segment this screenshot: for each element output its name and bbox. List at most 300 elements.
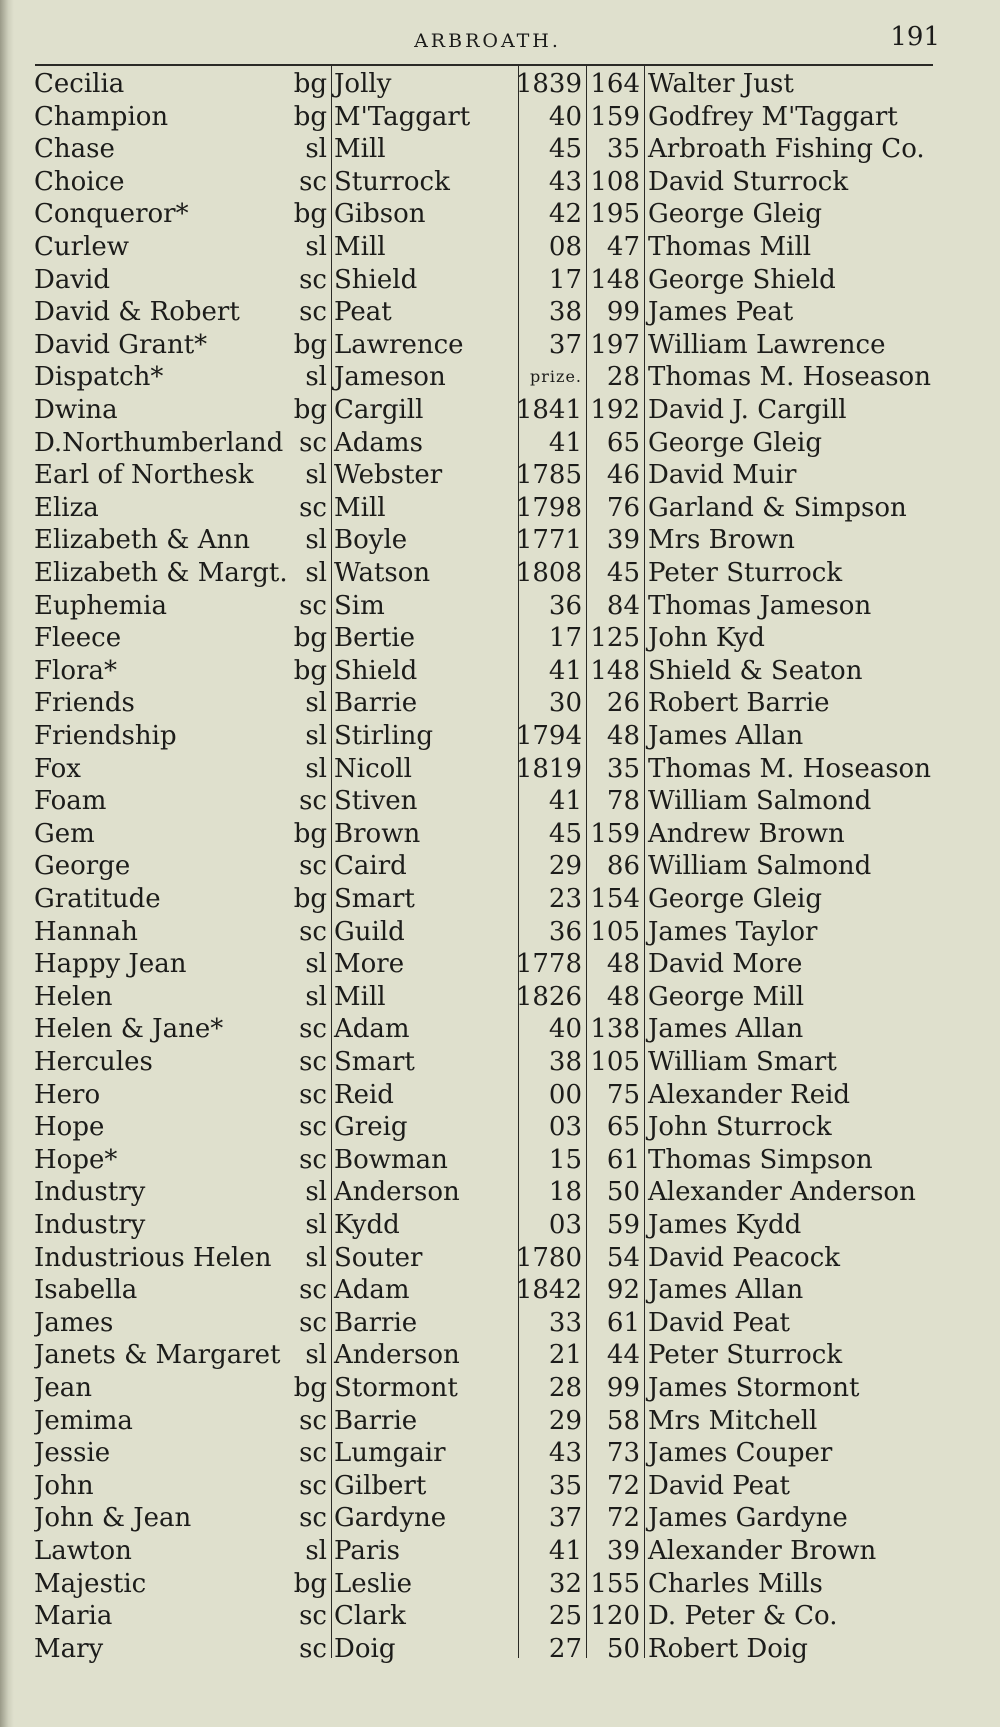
tonnage: 45	[606, 558, 640, 588]
build-year: 40	[548, 1014, 582, 1045]
tonnage: 192	[590, 395, 640, 425]
owner-name: Charles Mills	[648, 1568, 823, 1599]
owner-name: Thomas M. Hoseason	[648, 753, 931, 784]
rig-type: sc	[299, 1601, 327, 1632]
ship-name: Jessie	[34, 1438, 111, 1469]
rig-type: sc	[299, 1047, 327, 1077]
tonnage: 47	[606, 232, 640, 262]
ship-name: Majestic	[34, 1568, 147, 1599]
master-name: Brown	[334, 818, 421, 849]
ship-name: Helen & Jane*	[34, 1014, 224, 1045]
table-row	[0, 101, 1000, 134]
ship-name: Industrious Helen	[34, 1242, 272, 1273]
owner-name: James Kydd	[648, 1210, 802, 1240]
master-name: Kydd	[334, 1210, 400, 1240]
owner-name: Alexander Anderson	[648, 1177, 916, 1208]
owner-name: David Peat	[648, 1470, 790, 1501]
owner-name: James Allan	[648, 721, 804, 751]
tonnage: 159	[590, 818, 640, 849]
master-name: Nicoll	[334, 753, 412, 784]
rig-type: sl	[305, 1210, 327, 1240]
build-year: 1826	[515, 981, 582, 1012]
table-row	[0, 590, 1000, 623]
ship-name: Mary	[34, 1633, 104, 1664]
tonnage: 44	[606, 1340, 640, 1371]
table-row	[0, 1470, 1000, 1503]
table-row	[0, 753, 1000, 786]
owner-name: Mrs Brown	[648, 525, 795, 556]
build-year: 37	[548, 329, 582, 360]
table-row	[0, 394, 1000, 427]
ship-name: Friends	[34, 688, 135, 719]
owner-name: Andrew Brown	[648, 818, 845, 849]
table-row	[0, 68, 1000, 101]
master-name: Barrie	[334, 1405, 418, 1436]
rig-type: sc	[299, 1503, 327, 1534]
ship-name: Maria	[34, 1601, 113, 1632]
master-name: Leslie	[334, 1568, 413, 1599]
owner-name: Alexander Reid	[648, 1079, 851, 1110]
table-row	[0, 166, 1000, 199]
rig-type: sl	[305, 1177, 327, 1208]
table-row	[0, 1209, 1000, 1242]
tonnage: 78	[606, 786, 640, 817]
owner-name: David Sturrock	[648, 166, 849, 197]
rig-type: sc	[299, 590, 327, 621]
tonnage: 48	[606, 981, 640, 1012]
build-year: 29	[548, 851, 582, 882]
table-row	[0, 981, 1000, 1014]
ship-name: Euphemia	[34, 590, 167, 621]
rig-type: sl	[305, 1242, 327, 1273]
master-name: Souter	[334, 1242, 423, 1273]
tonnage: 65	[606, 427, 640, 458]
table-row	[0, 1242, 1000, 1275]
rig-type: bg	[293, 1568, 327, 1599]
owner-name: James Peat	[648, 297, 794, 328]
ship-name: Isabella	[34, 1275, 138, 1306]
rig-type: bg	[293, 818, 327, 849]
master-name: Greig	[334, 1112, 408, 1143]
ship-name: Chase	[34, 134, 115, 165]
table-row	[0, 655, 1000, 688]
rig-type: bg	[293, 199, 327, 230]
rig-type: sl	[305, 1340, 327, 1371]
owner-name: John Kyd	[648, 623, 765, 654]
owner-name: William Salmond	[648, 786, 872, 817]
owner-name: David Peat	[648, 1307, 790, 1338]
ship-name: Helen	[34, 981, 113, 1012]
tonnage: 54	[606, 1242, 640, 1273]
owner-name: Alexander Brown	[648, 1536, 877, 1566]
rig-type: sl	[305, 949, 327, 980]
master-name: Paris	[334, 1536, 400, 1566]
tonnage: 92	[606, 1275, 640, 1306]
rig-type: sl	[305, 362, 327, 393]
build-year: 1808	[515, 558, 582, 588]
master-name: Mill	[334, 492, 386, 523]
build-year: 1798	[515, 492, 582, 523]
rig-type: sl	[305, 753, 327, 784]
table-row	[0, 1405, 1000, 1438]
build-year: 29	[548, 1405, 582, 1436]
ship-name: Hope*	[34, 1144, 118, 1175]
rig-type: sc	[299, 1438, 327, 1469]
ship-name: John & Jean	[34, 1503, 192, 1534]
build-year: 18	[548, 1177, 582, 1208]
master-name: Adam	[334, 1014, 410, 1045]
table-row	[0, 264, 1000, 297]
tonnage: 65	[606, 1112, 640, 1143]
master-name: Gilbert	[334, 1470, 427, 1501]
tonnage: 105	[590, 1047, 640, 1077]
rig-type: sc	[299, 786, 327, 817]
build-year: 43	[548, 1438, 582, 1469]
tonnage: 120	[590, 1601, 640, 1632]
rig-type: bg	[293, 101, 327, 132]
ship-name: Jemima	[34, 1405, 133, 1436]
build-year: 25	[548, 1601, 582, 1632]
tonnage: 76	[606, 492, 640, 523]
build-year: 41	[548, 655, 582, 686]
master-name: Smart	[334, 884, 415, 914]
owner-name: James Gardyne	[648, 1503, 848, 1534]
page-number: 191	[890, 22, 940, 52]
ship-name: Jean	[34, 1373, 93, 1403]
ship-name: David Grant*	[34, 329, 208, 360]
tonnage: 58	[606, 1405, 640, 1436]
master-name: Reid	[334, 1079, 394, 1110]
tonnage: 73	[606, 1438, 640, 1469]
table-row	[0, 1339, 1000, 1372]
table-row	[0, 622, 1000, 655]
rig-type: bg	[293, 395, 327, 425]
ship-name: Gem	[34, 818, 95, 849]
tonnage: 84	[606, 590, 640, 621]
rig-type: sc	[299, 166, 327, 197]
owner-name: Godfrey M'Taggart	[648, 101, 898, 132]
table-row	[0, 948, 1000, 981]
page-header	[35, 22, 940, 62]
build-year: 00	[548, 1079, 582, 1110]
rig-type: bg	[293, 655, 327, 686]
tonnage: 48	[606, 949, 640, 980]
table-row	[0, 133, 1000, 166]
ship-name: Dwina	[34, 395, 118, 425]
ship-name: Elizabeth & Ann	[34, 525, 250, 556]
ship-name: Hope	[34, 1112, 105, 1143]
build-year: 1819	[515, 753, 582, 784]
table-row	[0, 818, 1000, 851]
table-row	[0, 1307, 1000, 1340]
ship-name: David & Robert	[34, 297, 240, 328]
owner-name: William Lawrence	[648, 329, 886, 360]
build-year: 28	[548, 1373, 582, 1403]
tonnage: 195	[590, 199, 640, 230]
master-name: More	[334, 949, 405, 980]
build-year: 36	[548, 590, 582, 621]
rig-type: sc	[299, 1633, 327, 1664]
ship-name: Fox	[34, 753, 81, 784]
rig-type: sl	[305, 134, 327, 165]
ship-name: Hercules	[34, 1047, 153, 1077]
master-name: Webster	[334, 460, 443, 491]
tonnage: 72	[606, 1470, 640, 1501]
table-row	[0, 1013, 1000, 1046]
rig-type: sc	[299, 297, 327, 328]
build-year: 17	[548, 623, 582, 654]
master-name: Boyle	[334, 525, 408, 556]
owner-name: Thomas M. Hoseason	[648, 362, 931, 393]
build-year: 35	[548, 1470, 582, 1501]
tonnage: 164	[590, 69, 640, 99]
table-row	[0, 1568, 1000, 1601]
tonnage: 99	[606, 297, 640, 328]
table-row	[0, 459, 1000, 492]
ship-name: Happy Jean	[34, 949, 187, 980]
build-year: 33	[548, 1307, 582, 1338]
build-year: 1842	[515, 1275, 582, 1306]
tonnage: 197	[590, 329, 640, 360]
master-name: Doig	[334, 1633, 396, 1664]
build-year: 27	[548, 1633, 582, 1664]
tonnage: 138	[590, 1014, 640, 1045]
build-year: 03	[548, 1210, 582, 1240]
table-row	[0, 1079, 1000, 1112]
build-year: 41	[548, 786, 582, 817]
master-name: Bertie	[334, 623, 416, 654]
build-year: 1841	[515, 395, 582, 425]
build-year: 03	[548, 1112, 582, 1143]
owner-name: James Allan	[648, 1014, 804, 1045]
ship-name: Elizabeth & Margt.	[34, 558, 288, 588]
owner-name: David More	[648, 949, 803, 980]
owner-name: James Allan	[648, 1275, 804, 1306]
rig-type: sc	[299, 1307, 327, 1338]
master-name: Barrie	[334, 1307, 418, 1338]
master-name: Clark	[334, 1601, 406, 1632]
rig-type: sc	[299, 1405, 327, 1436]
master-name: Mill	[334, 232, 386, 262]
master-name: Jolly	[334, 69, 392, 99]
owner-name: William Smart	[648, 1047, 837, 1077]
tonnage: 105	[590, 916, 640, 947]
ship-name: Curlew	[34, 232, 130, 262]
rig-type: bg	[293, 623, 327, 654]
rig-type: bg	[293, 69, 327, 99]
master-name: Adams	[334, 427, 423, 458]
tonnage: 86	[606, 851, 640, 882]
owner-name: D. Peter & Co.	[648, 1601, 838, 1632]
rig-type: bg	[293, 884, 327, 914]
table-row	[0, 687, 1000, 720]
build-year: 17	[548, 264, 582, 295]
build-year: 30	[548, 688, 582, 719]
ship-name: Eliza	[34, 492, 99, 523]
build-year: 43	[548, 166, 582, 197]
build-year: 23	[548, 884, 582, 914]
table-row	[0, 1437, 1000, 1470]
owner-name: David Peacock	[648, 1242, 841, 1273]
master-name: Gardyne	[334, 1503, 447, 1534]
build-year: 41	[548, 427, 582, 458]
rig-type: sl	[305, 525, 327, 556]
build-year: 42	[548, 199, 582, 230]
owner-name: James Stormont	[648, 1373, 860, 1403]
owner-name: James Couper	[648, 1438, 833, 1469]
tonnage: 108	[590, 166, 640, 197]
build-year: 15	[548, 1144, 582, 1175]
master-name: Lumgair	[334, 1438, 446, 1469]
rig-type: sl	[305, 558, 327, 588]
owner-name: Arbroath Fishing Co.	[648, 134, 925, 165]
rig-type: sl	[305, 1536, 327, 1566]
table-row	[0, 785, 1000, 818]
master-name: Smart	[334, 1047, 415, 1077]
tonnage: 61	[606, 1307, 640, 1338]
rig-type: sl	[305, 232, 327, 262]
owner-name: Thomas Jameson	[648, 590, 872, 621]
tonnage: 75	[606, 1079, 640, 1110]
owner-name: John Sturrock	[648, 1112, 832, 1143]
build-year: 38	[548, 1047, 582, 1077]
table-row	[0, 198, 1000, 231]
owner-name: Walter Just	[648, 69, 794, 99]
ship-name: George	[34, 851, 131, 882]
owner-name: Thomas Mill	[648, 232, 812, 262]
rig-type: sc	[299, 851, 327, 882]
ship-name: Hero	[34, 1079, 101, 1110]
owner-name: Shield & Seaton	[648, 655, 863, 686]
tonnage: 99	[606, 1373, 640, 1403]
rig-type: sc	[299, 1112, 327, 1143]
rig-type: sc	[299, 916, 327, 947]
master-name: Peat	[334, 297, 392, 328]
ship-name: Hannah	[34, 916, 138, 947]
build-year: 08	[548, 232, 582, 262]
owner-name: James Taylor	[648, 916, 818, 947]
tonnage: 72	[606, 1503, 640, 1534]
ship-name: James	[34, 1307, 114, 1338]
owner-name: Garland & Simpson	[648, 492, 907, 523]
master-name: M'Taggart	[334, 101, 471, 132]
build-year: 1771	[515, 525, 582, 556]
rig-type: bg	[293, 1373, 327, 1403]
tonnage: 148	[590, 264, 640, 295]
tonnage: 50	[606, 1633, 640, 1664]
master-name: Lawrence	[334, 329, 464, 360]
rig-type: sl	[305, 460, 327, 491]
ship-name: Gratitude	[34, 884, 161, 914]
ship-name: David	[34, 264, 110, 295]
ship-name: Conqueror*	[34, 199, 189, 230]
rig-type: sl	[305, 688, 327, 719]
master-name: Caird	[334, 851, 407, 882]
table-row	[0, 850, 1000, 883]
master-name: Watson	[334, 558, 431, 588]
table-row	[0, 1600, 1000, 1633]
build-year: 1785	[515, 460, 582, 491]
build-year: 1839	[515, 69, 582, 99]
ship-name: Janets & Margaret	[34, 1340, 281, 1371]
rig-type: sc	[299, 1079, 327, 1110]
owner-name: George Shield	[648, 264, 836, 295]
table-row	[0, 1144, 1000, 1177]
table-row	[0, 427, 1000, 460]
tonnage: 46	[606, 460, 640, 491]
table-row	[0, 231, 1000, 264]
owner-name: Peter Sturrock	[648, 558, 843, 588]
ship-name: Industry	[34, 1210, 146, 1240]
master-name: Sturrock	[334, 166, 450, 197]
rig-type: sl	[305, 981, 327, 1012]
tonnage: 35	[606, 134, 640, 165]
table-row	[0, 1046, 1000, 1079]
master-name: Adam	[334, 1275, 410, 1306]
rig-type: sl	[305, 721, 327, 751]
build-year: 32	[548, 1568, 582, 1599]
table-row	[0, 524, 1000, 557]
rig-type: sc	[299, 1275, 327, 1306]
build-year: 36	[548, 916, 582, 947]
master-name: Barrie	[334, 688, 418, 719]
rig-type: sc	[299, 492, 327, 523]
master-name: Gibson	[334, 199, 426, 230]
table-row	[0, 1111, 1000, 1144]
ship-name: Industry	[34, 1177, 146, 1208]
master-name: Stormont	[334, 1373, 458, 1403]
tonnage: 148	[590, 655, 640, 686]
table-row	[0, 361, 1000, 394]
build-year: 45	[548, 134, 582, 165]
ship-name: Dispatch*	[34, 362, 164, 393]
tonnage: 28	[606, 362, 640, 393]
ship-name: Cecilia	[34, 69, 125, 99]
ship-name: Fleece	[34, 623, 122, 654]
owner-name: George Mill	[648, 981, 805, 1012]
build-year: 37	[548, 1503, 582, 1534]
table-row	[0, 916, 1000, 949]
tonnage: 61	[606, 1144, 640, 1175]
table-row	[0, 557, 1000, 590]
owner-name: George Gleig	[648, 199, 822, 230]
ship-name: Friendship	[34, 721, 177, 751]
tonnage: 155	[590, 1568, 640, 1599]
ship-name: Lawton	[34, 1536, 132, 1566]
table-row	[0, 1176, 1000, 1209]
table-row	[0, 1633, 1000, 1666]
build-year: 41	[548, 1536, 582, 1566]
owner-name: Mrs Mitchell	[648, 1405, 818, 1436]
owner-name: William Salmond	[648, 851, 872, 882]
table-row	[0, 1372, 1000, 1405]
owner-name: David Muir	[648, 460, 797, 491]
tonnage: 39	[606, 1536, 640, 1566]
master-name: Anderson	[334, 1177, 460, 1208]
owner-name: Robert Barrie	[648, 688, 830, 719]
master-name: Sim	[334, 590, 385, 621]
rig-type: sc	[299, 1014, 327, 1045]
table-row	[0, 492, 1000, 525]
tonnage: 39	[606, 525, 640, 556]
master-name: Mill	[334, 134, 386, 165]
master-name: Stirling	[334, 721, 434, 751]
rig-type: sc	[299, 1144, 327, 1175]
master-name: Shield	[334, 655, 418, 686]
tonnage: 35	[606, 753, 640, 784]
tonnage: 125	[590, 623, 640, 654]
master-name: Cargill	[334, 395, 424, 425]
